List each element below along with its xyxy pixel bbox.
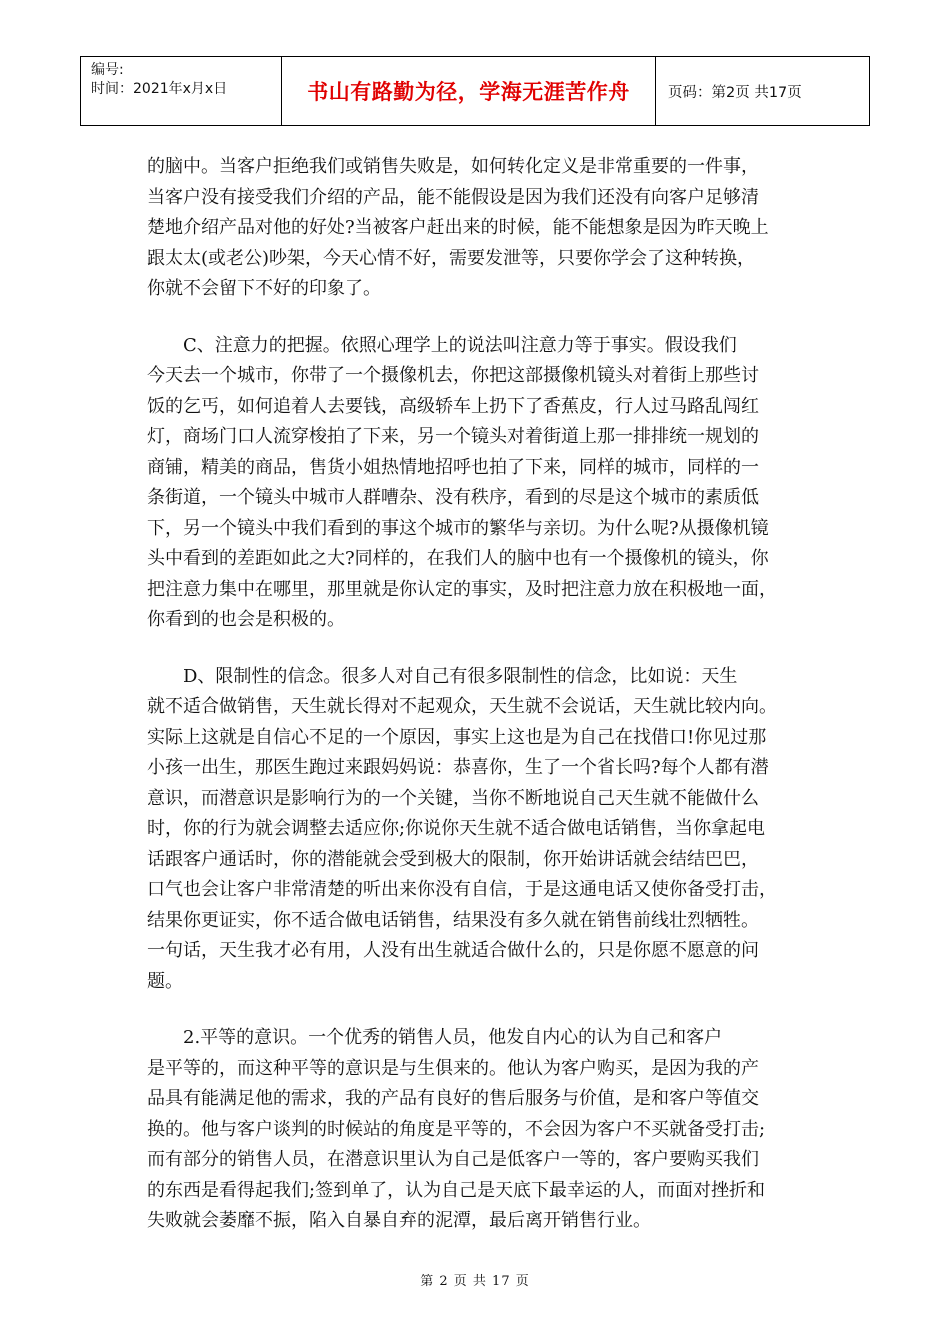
text-line: 2.平等的意识。一个优秀的销售人员，他发自内心的认为自己和客户 — [147, 1027, 723, 1048]
text-line: 就不适合做销售，天生就长得对不起观众，天生就不会说话，天生就比较内向。 — [147, 696, 777, 717]
text-line: 灯，商场门口人流穿梭拍了下来，另一个镜头对着街道上那一排排统一规划的 — [147, 426, 759, 447]
text-line: 失败就会萎靡不振，陷入自暴自弃的泥潭，最后离开销售行业。 — [147, 1210, 651, 1231]
document-body — [147, 152, 807, 1263]
text-line: 下，另一个镜头中我们看到的事这个城市的繁华与亲切。为什么呢?从摄像机镜 — [147, 517, 769, 539]
paragraph — [147, 1023, 807, 1237]
header-page-info: 页码：第2页 共17页 — [668, 84, 802, 101]
text-line: 跟太太(或老公)吵架，今天心情不好，需要发泄等，只要你学会了这种转换， — [147, 247, 756, 269]
document-number-label: 编号: — [91, 62, 124, 78]
document-time-label: 时间：2021年x月x日 — [91, 81, 228, 97]
paragraph — [147, 662, 807, 998]
page-footer: 第 2 页 共 17 页 — [420, 1274, 530, 1289]
text-line: 题。 — [147, 970, 183, 992]
text-line: 口气也会让客户非常清楚的听出来你没有自信，于是这通电话又使你备受打击， — [147, 879, 777, 900]
text-line: 实际上这就是自信心不足的一个原因，事实上这也是为自己在找借口!你见过那 — [147, 726, 767, 748]
paragraph — [147, 152, 807, 305]
text-line: D、限制性的信念。很多人对自己有很多限制性的信念，比如说：天生 — [147, 665, 738, 687]
text-line: 楚地介绍产品对他的好处?当被客户赶出来的时候，能不能想象是因为昨天晚上 — [147, 217, 769, 238]
text-line: 时，你的行为就会调整去适应你;你说你天生就不适合做电话销售，当你拿起电 — [147, 818, 766, 839]
text-line: 小孩一出生，那医生跑过来跟妈妈说：恭喜你，生了一个省长吗?每个人都有潜 — [147, 757, 769, 778]
text-line: 把注意力集中在哪里，那里就是你认定的事实，及时把注意力放在积极地一面， — [147, 578, 777, 600]
text-line: 的脑中。当客户拒绝我们或销售失败是，如何转化定义是非常重要的一件事， — [147, 156, 759, 177]
text-line: 结果你更证实，你不适合做电话销售，结果没有多久就在销售前线壮烈牺牲。 — [147, 909, 759, 931]
paragraph — [147, 331, 807, 636]
text-line: 你看到的也会是积极的。 — [147, 609, 345, 630]
text-line: 商铺，精美的商品，售货小姐热情地招呼也拍了下来，同样的城市，同样的一 — [147, 456, 759, 478]
text-line: 品具有能满足他的需求，我的产品有良好的售后服务与价值，是和客户等值交 — [147, 1088, 759, 1109]
header-motto: 书山有路勤为径，学海无涯苦作舟 — [282, 57, 656, 125]
text-line: 换的。他与客户谈判的时候站的角度是平等的，不会因为客户不买就备受打击; — [147, 1118, 766, 1140]
page-header — [80, 56, 870, 126]
header-meta-cell — [81, 57, 282, 125]
text-line: 是平等的，而这种平等的意识是与生俱来的。他认为客户购买，是因为我的产 — [147, 1057, 759, 1079]
text-line: 你就不会留下不好的印象了。 — [147, 278, 381, 299]
text-line: 条街道，一个镜头中城市人群嘈杂、没有秩序，看到的尽是这个城市的素质低 — [147, 487, 759, 508]
text-line: 一句话，天生我才必有用，人没有出生就适合做什么的，只是你愿不愿意的问 — [147, 940, 759, 961]
text-line: 而有部分的销售人员，在潜意识里认为自己是低客户一等的，客户要购买我们 — [147, 1149, 759, 1170]
text-line: 今天去一个城市，你带了一个摄像机去，你把这部摄像机镜头对着街上那些讨 — [147, 365, 759, 386]
text-line: 意识，而潜意识是影响行为的一个关键，当你不断地说自己天生就不能做什么 — [147, 787, 759, 809]
text-line: 当客户没有接受我们介绍的产品，能不能假设是因为我们还没有向客户足够清 — [147, 186, 759, 208]
text-line: C、注意力的把握。依照心理学上的说法叫注意力等于事实。假设我们 — [147, 334, 737, 356]
text-line: 饭的乞丐，如何追着人去要钱，高级轿车上扔下了香蕉皮，行人过马路乱闯红 — [147, 395, 759, 417]
text-line: 话跟客户通话时，你的潜能就会受到极大的限制，你开始讲话就会结结巴巴， — [147, 848, 759, 870]
text-line: 头中看到的差距如此之大?同样的，在我们人的脑中也有一个摄像机的镜头，你 — [147, 548, 769, 569]
text-line: 的东西是看得起我们;签到单了，认为自己是天底下最幸运的人，而面对挫折和 — [147, 1179, 766, 1201]
